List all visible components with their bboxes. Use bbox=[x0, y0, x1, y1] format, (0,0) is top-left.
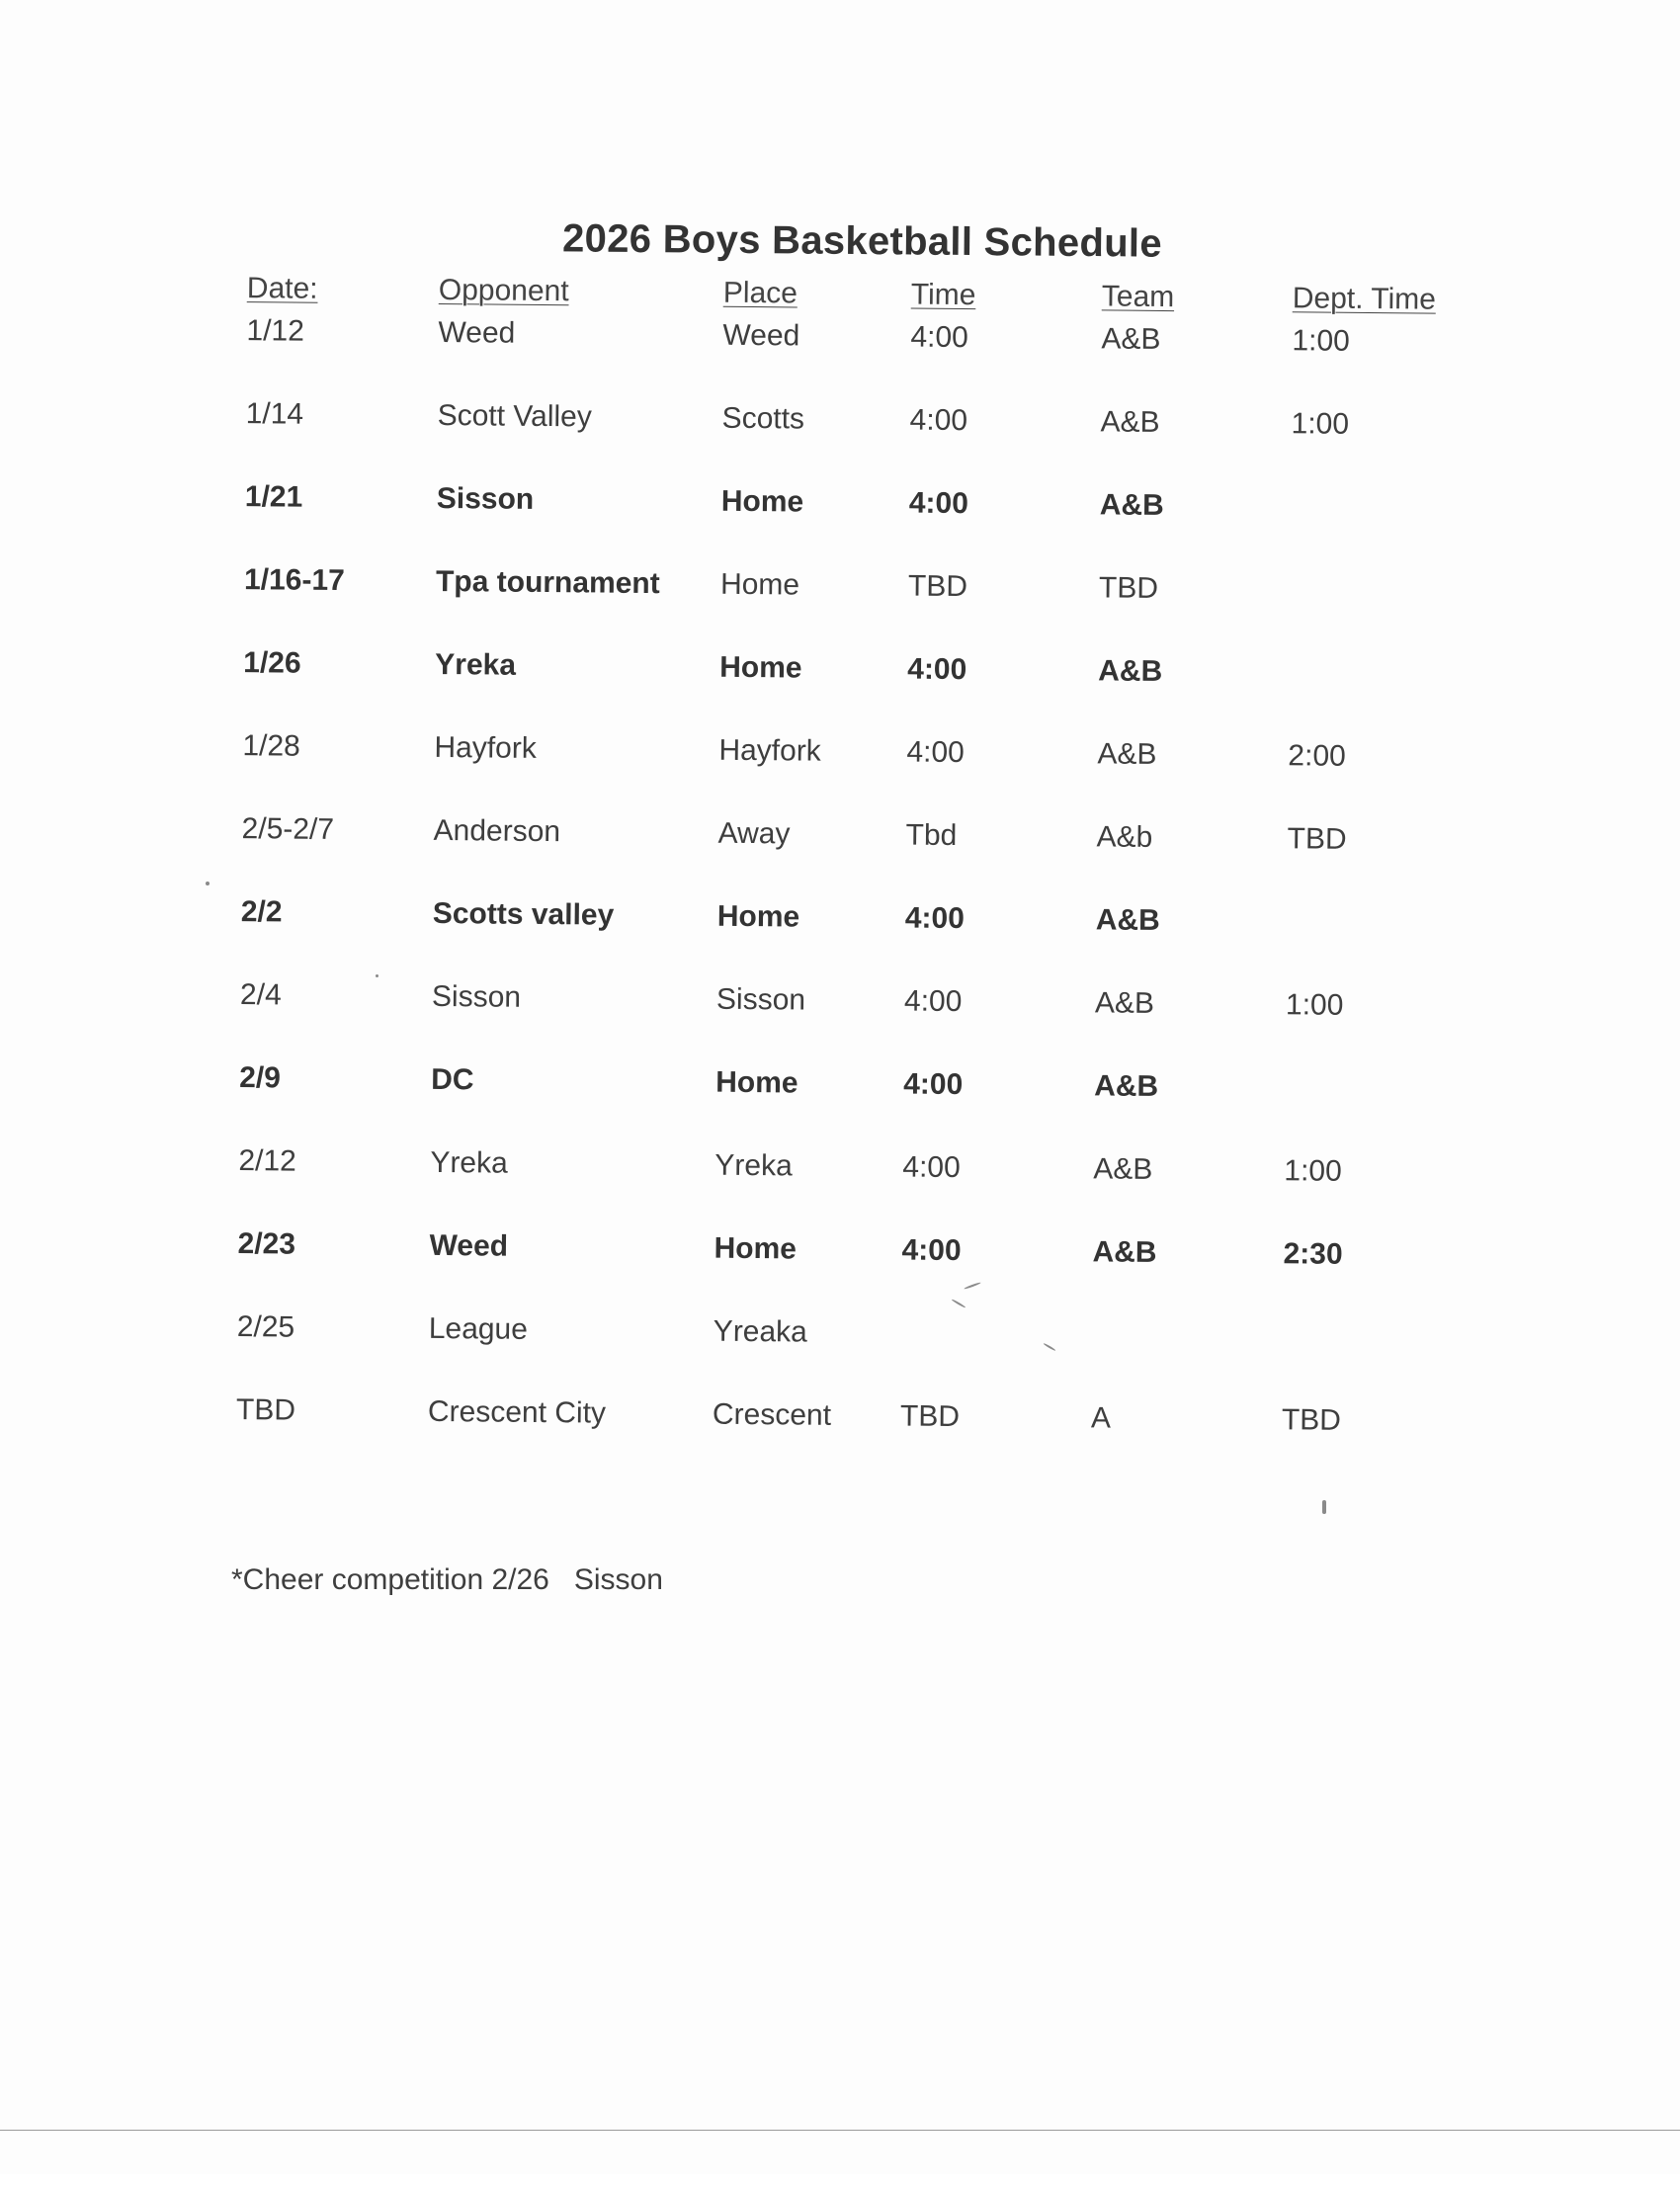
cell-opponent: Anderson bbox=[433, 813, 561, 849]
cell-time: 4:00 bbox=[901, 1233, 962, 1268]
cell-opponent: League bbox=[428, 1311, 529, 1346]
cell-dept-time: 2:30 bbox=[1283, 1237, 1343, 1271]
cell-team: A&B bbox=[1100, 405, 1160, 439]
cell-date: 1/26 bbox=[243, 646, 301, 680]
schedule-row bbox=[0, 810, 1675, 866]
cheer-competition-note: *Cheer competition 2/26 Sisson bbox=[231, 1563, 663, 1596]
cell-date: 2/2 bbox=[240, 895, 283, 929]
cell-place: Home bbox=[720, 484, 804, 519]
schedule-row bbox=[0, 1391, 1669, 1447]
cell-place: Home bbox=[719, 650, 802, 685]
cell-date: 2/4 bbox=[239, 978, 282, 1012]
cell-date: 2/12 bbox=[238, 1144, 296, 1178]
cell-opponent: Weed bbox=[438, 315, 516, 350]
cell-date: 1/21 bbox=[244, 480, 303, 514]
cell-time: 4:00 bbox=[909, 403, 968, 438]
schedule-row bbox=[0, 1308, 1670, 1364]
cell-time: 4:00 bbox=[903, 984, 963, 1019]
cell-dept-time: TBD bbox=[1287, 822, 1347, 856]
cell-place: Home bbox=[716, 899, 800, 934]
cell-dept-time: 1:00 bbox=[1291, 407, 1350, 441]
schedule-row bbox=[0, 1059, 1672, 1115]
cell-opponent: Tpa tournament bbox=[435, 564, 660, 601]
cell-date: 2/23 bbox=[237, 1227, 296, 1261]
cell-opponent: Yreka bbox=[435, 647, 517, 682]
cell-time: 4:00 bbox=[908, 486, 969, 521]
cell-time: Tbd bbox=[905, 818, 958, 853]
header-team: Team bbox=[1101, 280, 1175, 314]
schedule-row bbox=[0, 478, 1678, 534]
scan-edge-line bbox=[0, 2130, 1680, 2131]
cell-team: A&B bbox=[1093, 1152, 1153, 1186]
cell-opponent: Scotts valley bbox=[432, 896, 615, 932]
cell-place: Scotts bbox=[721, 401, 805, 436]
schedule-row bbox=[0, 893, 1674, 949]
cell-place: Crescent bbox=[712, 1397, 832, 1432]
cell-place: Sisson bbox=[715, 982, 806, 1017]
cell-team: A&B bbox=[1094, 1069, 1159, 1103]
schedule-row bbox=[0, 395, 1679, 451]
cell-time: 4:00 bbox=[906, 735, 965, 770]
cell-dept-time: 2:00 bbox=[1288, 739, 1346, 773]
cell-place: Home bbox=[719, 567, 800, 602]
cell-date: 1/14 bbox=[245, 397, 304, 431]
schedule-row bbox=[0, 1142, 1672, 1198]
cell-team: A&B bbox=[1095, 903, 1160, 937]
scan-speck bbox=[1322, 1500, 1326, 1514]
cell-opponent: DC bbox=[431, 1062, 474, 1097]
cell-opponent: Weed bbox=[429, 1228, 509, 1263]
cell-place: Yreka bbox=[714, 1148, 793, 1183]
cell-dept-time: 1:00 bbox=[1292, 324, 1350, 358]
header-date: Date: bbox=[246, 272, 318, 305]
cell-team: A&B bbox=[1099, 488, 1164, 523]
cell-time: 4:00 bbox=[903, 1067, 964, 1102]
header-time: Time bbox=[910, 278, 976, 312]
cell-team: A&B bbox=[1098, 654, 1163, 689]
header-dept-time: Dept. Time bbox=[1292, 282, 1437, 316]
cell-team: A&b bbox=[1096, 820, 1153, 854]
cell-dept-time: 1:00 bbox=[1284, 1154, 1342, 1188]
schedule-title: 2026 Boys Basketball Schedule bbox=[561, 216, 1163, 266]
cell-place: Hayfork bbox=[718, 733, 821, 768]
cell-place: Home bbox=[715, 1065, 798, 1100]
scan-speck bbox=[376, 974, 378, 977]
schedule-row bbox=[0, 1225, 1671, 1281]
cell-opponent: Crescent City bbox=[427, 1394, 607, 1430]
cell-team: A&B bbox=[1094, 986, 1155, 1020]
cell-place: Away bbox=[717, 816, 791, 851]
schedule-row bbox=[0, 561, 1677, 617]
cell-dept-time: TBD bbox=[1281, 1403, 1342, 1437]
header-place: Place bbox=[722, 276, 798, 310]
cell-date: 2/9 bbox=[239, 1061, 282, 1095]
cell-time: 4:00 bbox=[904, 901, 966, 936]
cell-place: Yreaka bbox=[713, 1314, 807, 1349]
cell-dept-time: 1:00 bbox=[1285, 988, 1344, 1022]
cell-team: TBD bbox=[1098, 571, 1159, 605]
cell-team: A&B bbox=[1097, 737, 1157, 771]
header-opponent: Opponent bbox=[438, 273, 569, 308]
cell-opponent: Sisson bbox=[436, 481, 535, 516]
cell-place: Home bbox=[714, 1231, 798, 1266]
cell-opponent: Scott Valley bbox=[437, 398, 592, 434]
schedule-row bbox=[0, 976, 1673, 1032]
cell-team: A&B bbox=[1092, 1235, 1157, 1269]
cell-place: Weed bbox=[722, 318, 800, 353]
cell-team: A&B bbox=[1101, 322, 1161, 356]
cell-time: 4:00 bbox=[907, 652, 967, 687]
cell-opponent: Yreka bbox=[430, 1145, 508, 1180]
cell-time: TBD bbox=[907, 569, 968, 604]
cell-time: 4:00 bbox=[910, 320, 968, 355]
cell-date: TBD bbox=[235, 1393, 296, 1427]
schedule-row bbox=[0, 727, 1676, 783]
cell-time: 4:00 bbox=[902, 1150, 961, 1185]
schedule-row bbox=[0, 644, 1676, 700]
scan-speck bbox=[206, 882, 210, 885]
schedule-row bbox=[0, 312, 1680, 368]
cell-date: 1/12 bbox=[246, 314, 305, 348]
cell-opponent: Hayfork bbox=[434, 730, 537, 765]
cell-time: TBD bbox=[899, 1399, 961, 1434]
cell-opponent: Sisson bbox=[431, 979, 522, 1014]
cell-date: 2/5-2/7 bbox=[241, 812, 335, 846]
cell-date: 1/16-17 bbox=[243, 563, 345, 598]
cell-team: A bbox=[1090, 1401, 1112, 1435]
cell-date: 2/25 bbox=[236, 1310, 295, 1344]
cell-date: 1/28 bbox=[242, 729, 300, 763]
